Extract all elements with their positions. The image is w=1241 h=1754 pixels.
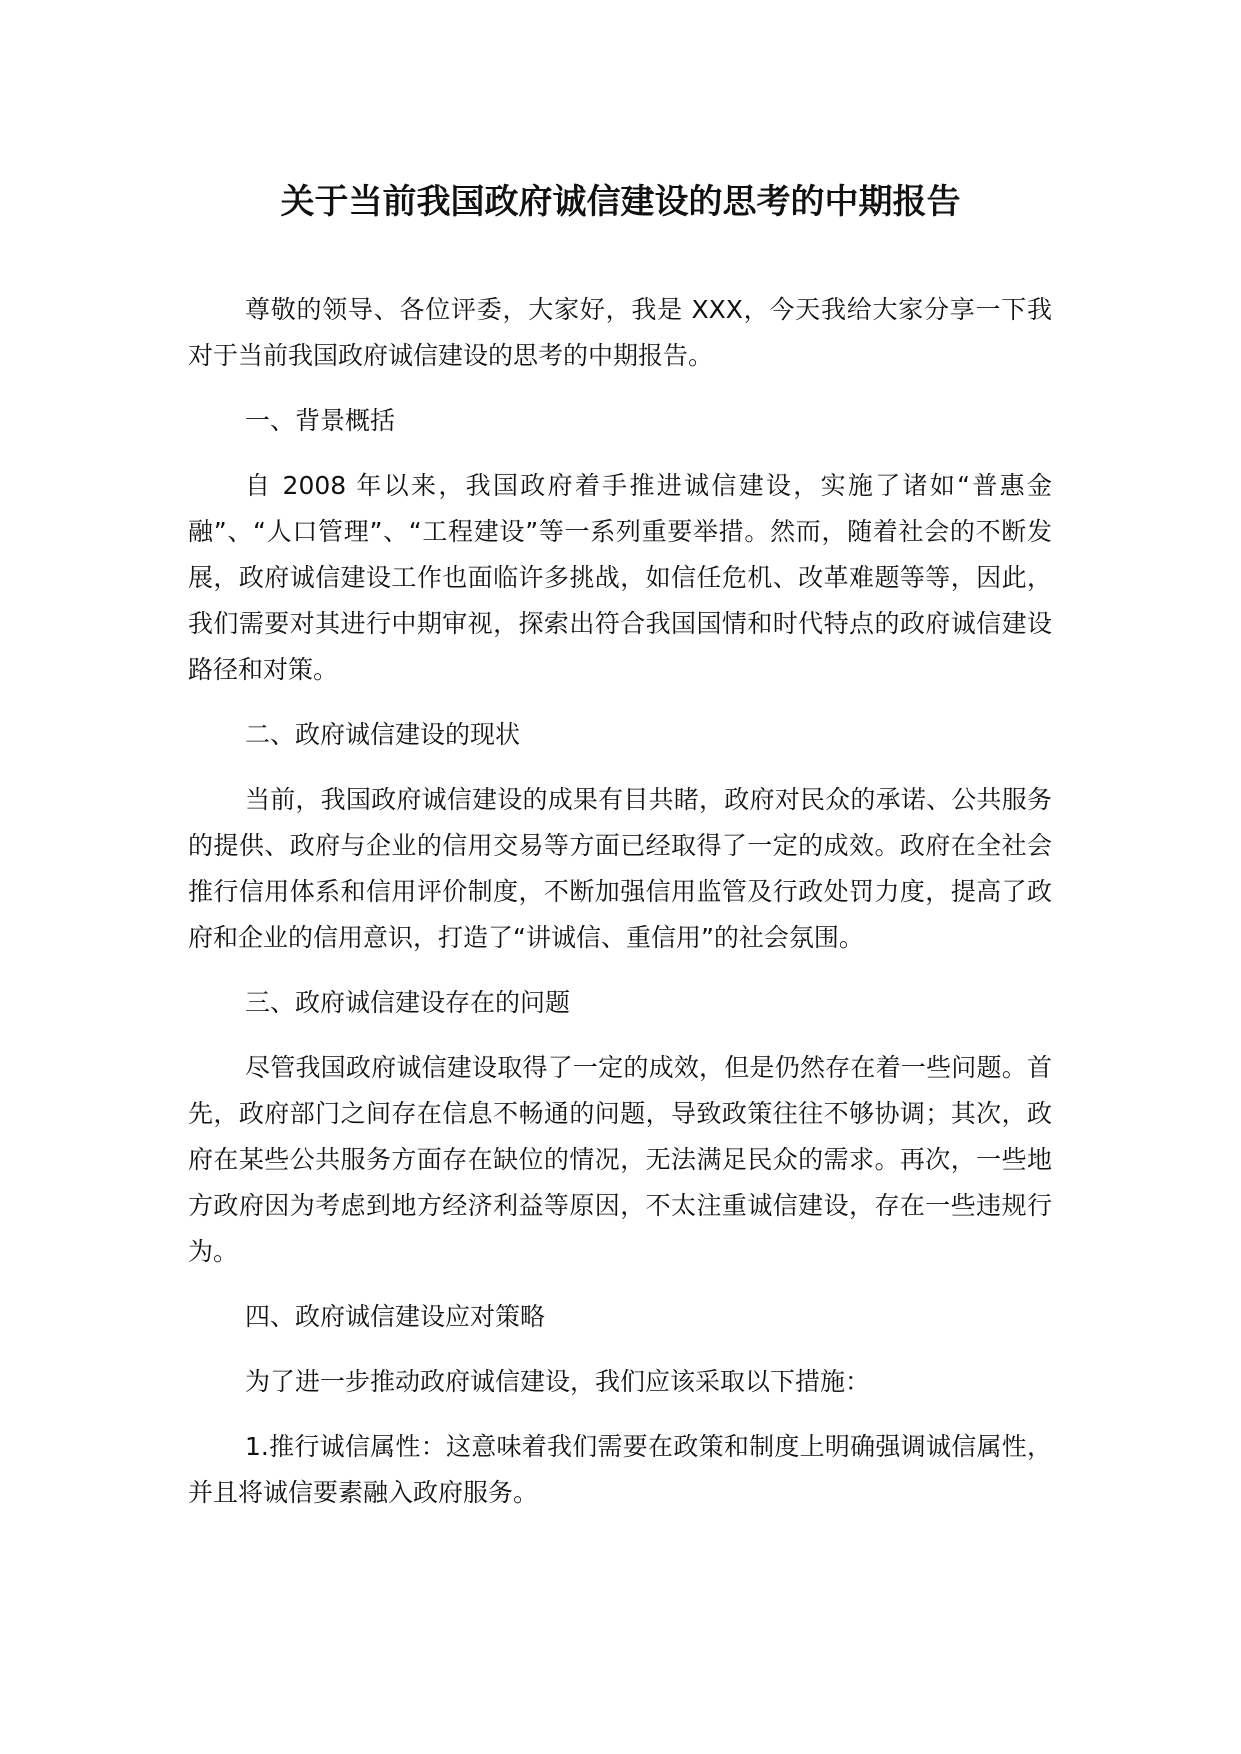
paragraph-background: 自 2008 年以来，我国政府着手推进诚信建设，实施了诸如“普惠金融”、“人口管理”、“工程建设”等一系列重要举措。然而，随着社会的不断发展，政府诚信建设工作也面临许多挑战，如信任危机、改革难题等等，因此，我们需要对其进行中期审视，探索出符合我国国情和时代特点的政府诚信建设路径和对策。 — [188, 471, 1052, 684]
section-heading-strategies: 四、政府诚信建设应对策略 — [245, 1302, 546, 1331]
paragraph-status: 当前，我国政府诚信建设的成果有目共睹，政府对民众的承诺、公共服务的提供、政府与企业的信用交易等方面已经取得了一定的成效。政府在全社会推行信用体系和信用评价制度，不断加强信用监管及行政处罚力度，提高了政府和企业的信用意识，打造了“讲诚信、重信用”的社会氛围。 — [188, 785, 1052, 952]
section-heading-background: 一、背景概括 — [245, 406, 396, 435]
section-heading-problems: 三、政府诚信建设存在的问题 — [245, 988, 571, 1017]
paragraph-strategies-intro: 为了进一步推动政府诚信建设，我们应该采取以下措施： — [245, 1367, 871, 1396]
section-heading-status: 二、政府诚信建设的现状 — [245, 720, 521, 749]
paragraph-problems: 尽管我国政府诚信建设取得了一定的成效，但是仍然存在着一些问题。首先，政府部门之间存在信息不畅通的问题，导致政策往往不够协调；其次，政府在某些公共服务方面存在缺位的情况，无法满足民众的需求。再次，一些地方政府因为考虑到地方经济利益等原因，不太注重诚信建设，存在一些违规行为。 — [188, 1053, 1052, 1266]
paragraph-greeting: 尊敬的领导、各位评委，大家好，我是 XXX，今天我给大家分享一下我对于当前我国政府诚信建设的思考的中期报告。 — [188, 295, 1052, 370]
paragraph-measure-1: 1.推行诚信属性：这意味着我们需要在政策和制度上明确强调诚信属性，并且将诚信要素融入政府服务。 — [188, 1432, 1052, 1507]
document-body — [188, 287, 1052, 1535]
document-title: 关于当前我国政府诚信建设的思考的中期报告 — [280, 182, 961, 222]
